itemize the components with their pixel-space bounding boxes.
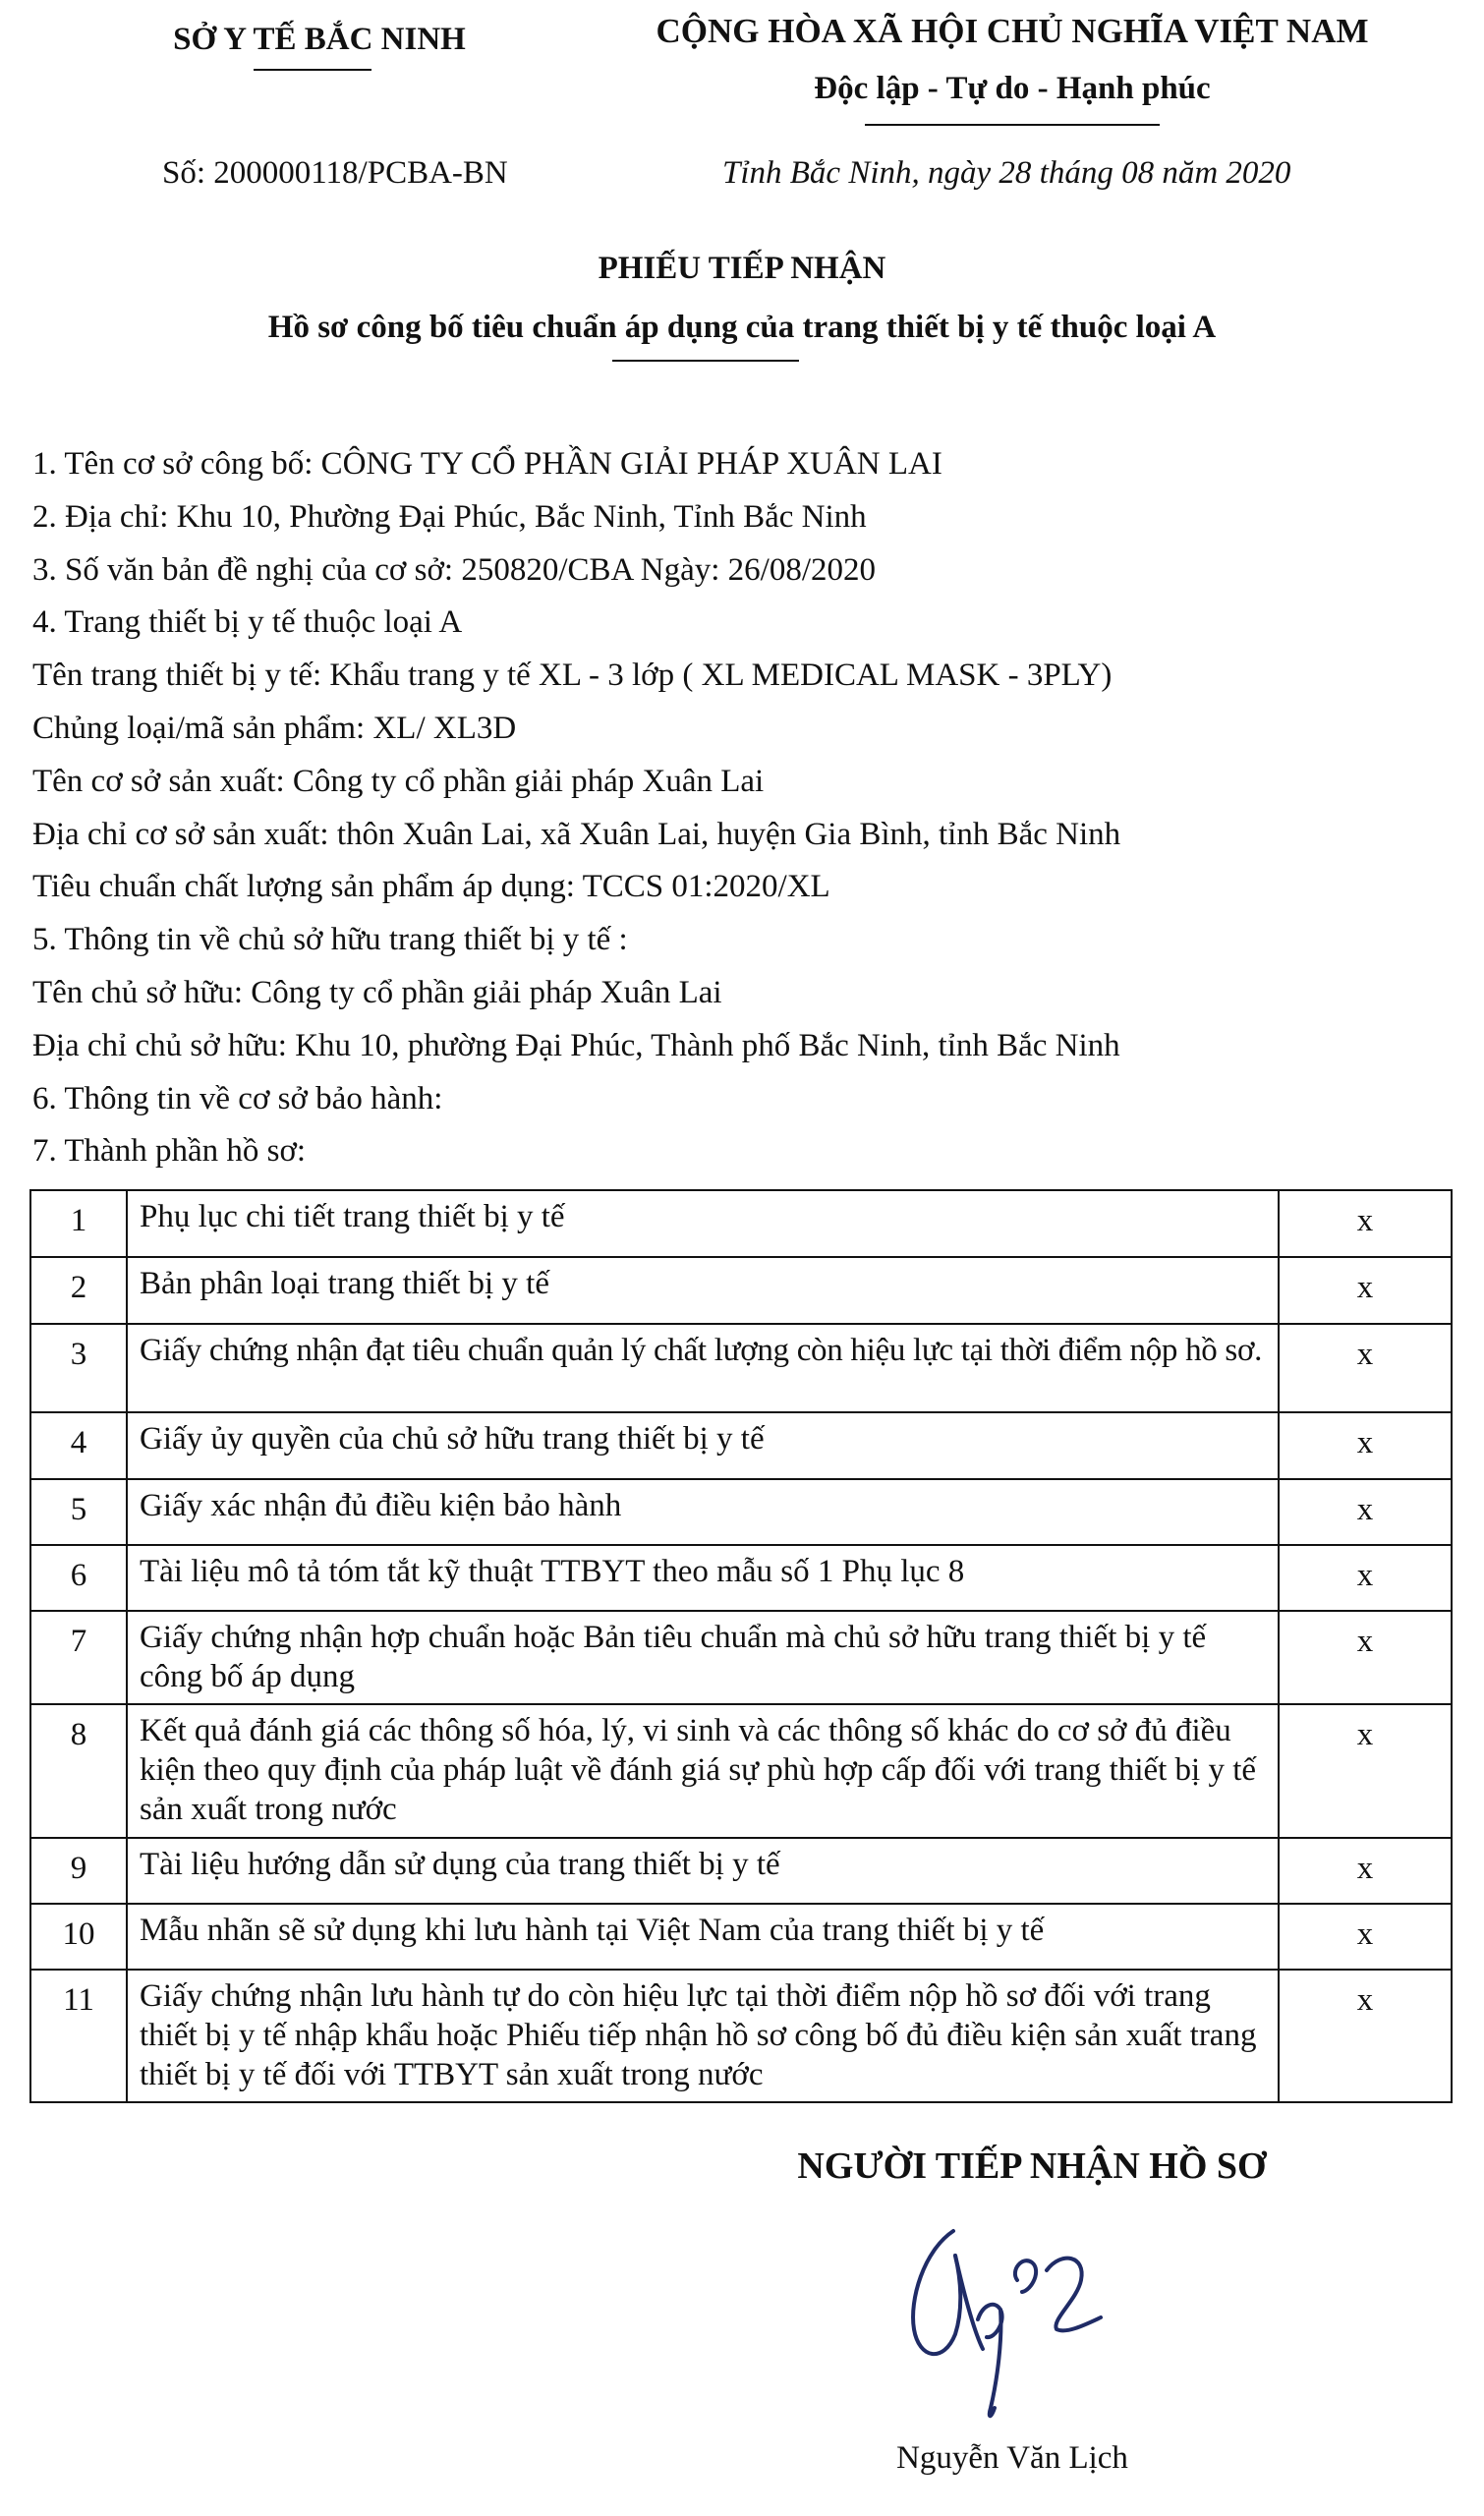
row-mark: x xyxy=(1356,1558,1374,1593)
table-row xyxy=(30,1190,1452,1257)
dossier-table xyxy=(29,1189,1453,2103)
row-text: Tài liệu mô tả tóm tắt kỹ thuật TTBYT theo mẫu số 1 Phụ lục 8 xyxy=(127,1545,1279,1611)
document-date: Tỉnh Bắc Ninh, ngày 28 tháng 08 năm 2020 xyxy=(722,155,1291,191)
info-line: Chủng loại/mã sản phẩm: XL/ XL3D xyxy=(32,710,517,746)
info-line: Địa chỉ chủ sở hữu: Khu 10, phường Đại Phúc, Thành phố Bắc Ninh, tỉnh Bắc Ninh xyxy=(32,1027,1120,1063)
row-number: 6 xyxy=(70,1558,87,1593)
row-mark: x xyxy=(1356,1851,1374,1886)
page-title: PHIẾU TIẾP NHẬN xyxy=(598,251,886,286)
issuing-agency: SỞ Y TẾ BẮC NINH xyxy=(173,22,466,57)
row-number: 8 xyxy=(70,1717,87,1752)
table-row xyxy=(30,1257,1452,1324)
table-row xyxy=(30,1611,1452,1704)
row-mark: x xyxy=(1356,1203,1374,1238)
agency-underline xyxy=(254,69,371,71)
row-number: 2 xyxy=(70,1270,87,1305)
row-mark: x xyxy=(1356,1916,1374,1952)
info-line: Tên trang thiết bị y tế: Khẩu trang y tế XL - 3 lớp ( XL MEDICAL MASK - 3PLY) xyxy=(32,658,1113,694)
row-number: 11 xyxy=(63,1982,94,2018)
info-line: 7. Thành phần hồ sơ: xyxy=(32,1133,307,1170)
national-motto: Độc lập - Tự do - Hạnh phúc xyxy=(814,71,1211,106)
row-number: 7 xyxy=(70,1624,87,1659)
row-mark: x xyxy=(1356,1982,1374,2018)
row-mark: x xyxy=(1356,1717,1374,1752)
row-number: 9 xyxy=(70,1851,87,1886)
row-text: Giấy chứng nhận hợp chuẩn hoặc Bản tiêu chuẩn mà chủ sở hữu trang thiết bị y tế công bố áp dụng xyxy=(127,1611,1279,1704)
table-row xyxy=(30,1704,1452,1838)
row-mark: x xyxy=(1356,1425,1374,1460)
table-row xyxy=(30,1970,1452,2102)
info-line: 3. Số văn bản đề nghị của cơ sở: 250820/CBA Ngày: 26/08/2020 xyxy=(32,551,876,588)
row-text: Phụ lục chi tiết trang thiết bị y tế xyxy=(127,1190,1279,1257)
row-text: Kết quả đánh giá các thông số hóa, lý, vi sinh và các thông số khác do cơ sở đủ điều kiện theo quy định của pháp luật về đánh giá sự phù hợp cấp đối với trang thiết bị y tế sản xuất trong nước xyxy=(127,1704,1279,1838)
row-text: Giấy chứng nhận lưu hành tự do còn hiệu lực tại thời điểm nộp hồ sơ đối với trang thiết bị y tế nhập khẩu hoặc Phiếu tiếp nhận hồ sơ công bố đủ điều kiện sản xuất trang thiết bị y tế đối với TTBYT sản xuất trong nước xyxy=(127,1970,1279,2102)
row-mark: x xyxy=(1356,1337,1374,1372)
page-subtitle: Hồ sơ công bố tiêu chuẩn áp dụng của trang thiết bị y tế thuộc loại A xyxy=(267,310,1217,345)
row-text: Giấy chứng nhận đạt tiêu chuẩn quản lý chất lượng còn hiệu lực tại thời điểm nộp hồ sơ. xyxy=(127,1324,1279,1412)
info-line: 1. Tên cơ sở công bố: CÔNG TY CỔ PHẦN GIẢI PHÁP XUÂN LAI xyxy=(32,446,942,482)
info-line: 6. Thông tin về cơ sở bảo hành: xyxy=(32,1080,443,1116)
row-mark: x xyxy=(1356,1492,1374,1527)
info-line: 4. Trang thiết bị y tế thuộc loại A xyxy=(32,604,463,641)
subtitle-underline xyxy=(612,360,799,362)
table-row xyxy=(30,1904,1452,1970)
row-text: Tài liệu hướng dẫn sử dụng của trang thiết bị y tế xyxy=(127,1838,1279,1904)
info-line: 2. Địa chỉ: Khu 10, Phường Đại Phúc, Bắc Ninh, Tỉnh Bắc Ninh xyxy=(32,498,867,535)
republic-title: CỘNG HÒA XÃ HỘI CHỦ NGHĨA VIỆT NAM xyxy=(656,12,1369,50)
table-row xyxy=(30,1412,1452,1479)
table-row xyxy=(30,1545,1452,1611)
row-text: Giấy ủy quyền của chủ sở hữu trang thiết bị y tế xyxy=(127,1412,1279,1479)
receiver-title: NGƯỜI TIẾP NHẬN HỒ SƠ xyxy=(797,2145,1267,2187)
signer-name: Nguyễn Văn Lịch xyxy=(896,2440,1128,2476)
info-line: Tiêu chuẩn chất lượng sản phẩm áp dụng: TCCS 01:2020/XL xyxy=(32,869,830,905)
table-row xyxy=(30,1479,1452,1545)
declaration-info xyxy=(32,438,1448,1178)
row-mark: x xyxy=(1356,1624,1374,1659)
row-text: Mẫu nhãn sẽ sử dụng khi lưu hành tại Việt Nam của trang thiết bị y tế xyxy=(127,1904,1279,1970)
info-line: 5. Thông tin về chủ sở hữu trang thiết bị y tế : xyxy=(32,922,628,958)
signature xyxy=(885,2211,1140,2432)
row-number: 4 xyxy=(70,1425,87,1460)
info-line: Tên chủ sở hữu: Công ty cổ phần giải pháp Xuân Lai xyxy=(32,974,722,1010)
table-row xyxy=(30,1324,1452,1412)
row-number: 5 xyxy=(70,1492,87,1527)
row-mark: x xyxy=(1356,1270,1374,1305)
info-line: Tên cơ sở sản xuất: Công ty cổ phần giải pháp Xuân Lai xyxy=(32,763,765,799)
motto-underline xyxy=(865,124,1160,126)
row-text: Bản phân loại trang thiết bị y tế xyxy=(127,1257,1279,1324)
row-number: 10 xyxy=(62,1916,95,1952)
info-line: Địa chỉ cơ sở sản xuất: thôn Xuân Lai, xã Xuân Lai, huyện Gia Bình, tỉnh Bắc Ninh xyxy=(32,816,1121,852)
row-number: 1 xyxy=(70,1203,87,1238)
row-number: 3 xyxy=(70,1337,87,1372)
table-row xyxy=(30,1838,1452,1904)
document-number: Số: 200000118/PCBA-BN xyxy=(162,155,508,191)
row-text: Giấy xác nhận đủ điều kiện bảo hành xyxy=(127,1479,1279,1545)
